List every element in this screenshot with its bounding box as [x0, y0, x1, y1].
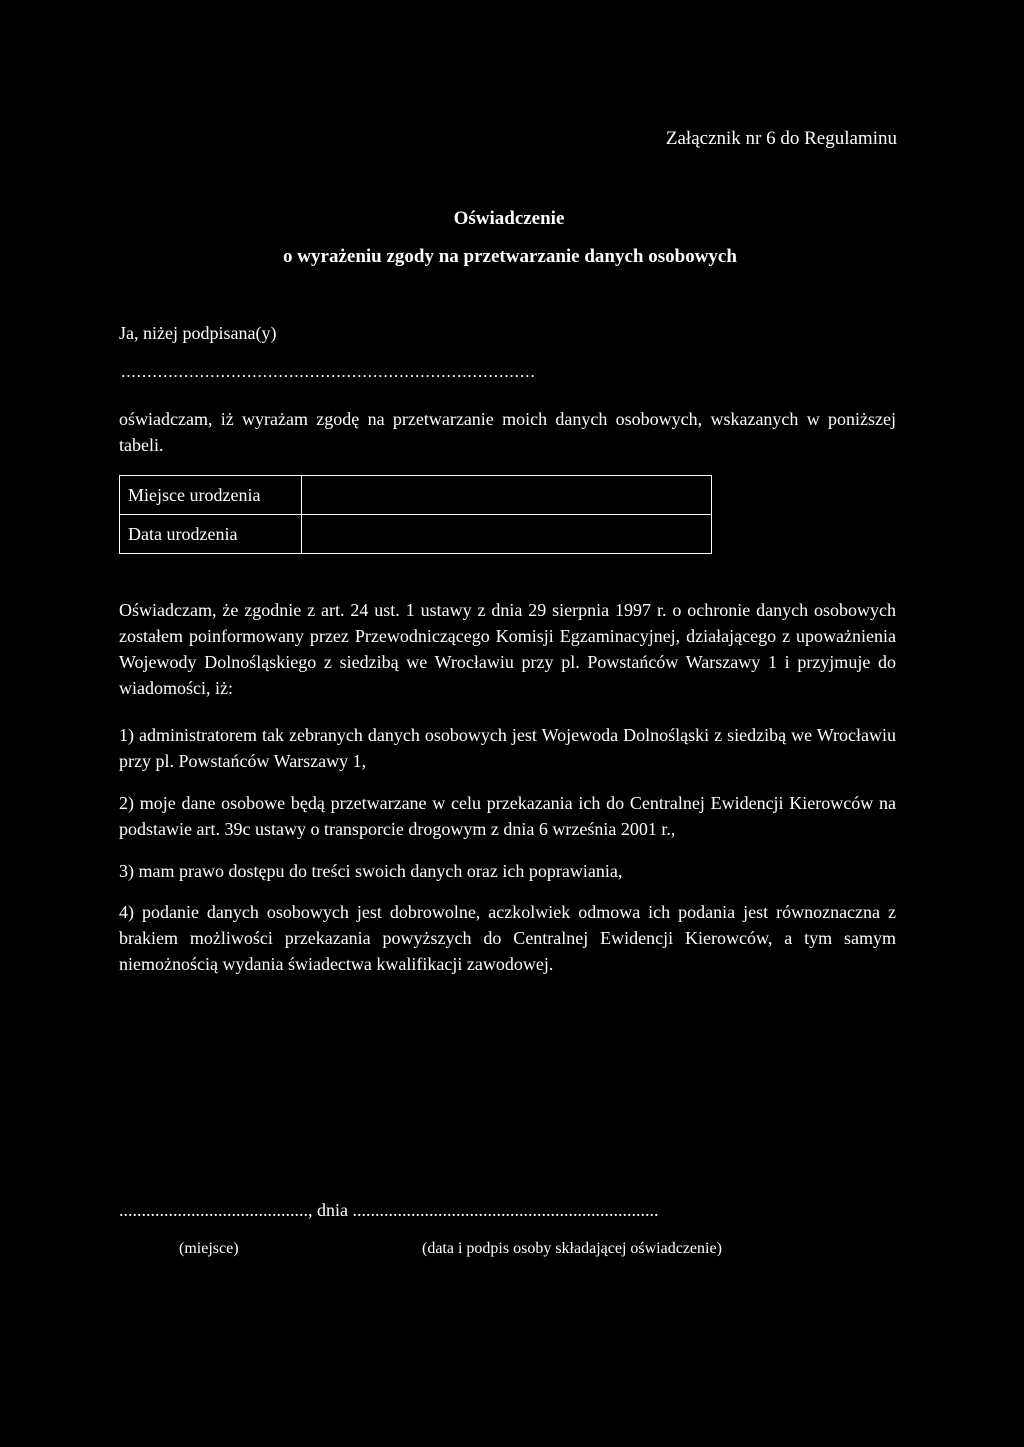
- name-blank-field: ...............................................................................: [121, 362, 536, 381]
- personal-data-table: [119, 475, 712, 554]
- point-3: 3) mam prawo dostępu do treści swoich danych oraz ich poprawiania,: [119, 861, 623, 881]
- birthdate-value-cell: [302, 515, 712, 554]
- statement-paragraph: Oświadczam, że zgodnie z art. 24 ust. 1 ustawy z dnia 29 sierpnia 1997 r. o ochronie danych osobowych zostałem poinformowany przez Przewodniczącego Komisji Egzaminacyjnej, działającego z upoważnienia Wojewody Dolnośląskiego z siedzibą we Wrocławiu przy pl. Powstańców Warszawy 1 i przyjmuje do wiadomości, iż:: [119, 600, 896, 698]
- signed-label: Ja, niżej podpisana(y): [119, 323, 277, 343]
- document-subtitle: o wyrażeniu zgody na przetwarzanie danych osobowych: [283, 246, 737, 267]
- point-2: 2) moje dane osobowe będą przetwarzane w celu przekazania ich do Centralnej Ewidencji Kierowców na podstawie art. 39c ustawy o transporcie drogowym z dnia 6 września 2001 r.,: [119, 793, 896, 839]
- table-row: [120, 476, 712, 515]
- point-4: 4) podanie danych osobowych jest dobrowolne, aczkolwiek odmowa ich podania jest równoznaczna z brakiem możliwości przekazania powyższych do Centralnej Ewidencji Kierowców, a tym samym niemożnością wydania świadectwa kwalifikacji zawodowej.: [119, 902, 896, 974]
- annex-label: Załącznik nr 6 do Regulaminu: [665, 128, 897, 149]
- birthplace-value-cell: [302, 476, 712, 515]
- birthplace-label: Miejsce urodzenia: [120, 476, 302, 515]
- birthdate-label: Data urodzenia: [120, 515, 302, 554]
- place-caption: (miejsce): [179, 1240, 239, 1257]
- date-signature-caption: (data i podpis osoby składającej oświadczenie): [422, 1240, 722, 1257]
- point-1: 1) administratorem tak zebranych danych osobowych jest Wojewoda Dolnośląski z siedzibą we Wrocławiu przy pl. Powstańców Warszawy 1,: [119, 725, 896, 771]
- consent-paragraph: oświadczam, iż wyrażam zgodę na przetwarzanie moich danych osobowych, wskazanych w poniższej tabeli.: [119, 409, 896, 455]
- date-blank-field: ....................................................................: [352, 1200, 659, 1220]
- signature-line: [119, 1200, 864, 1221]
- document-title: Oświadczenie: [453, 208, 565, 229]
- place-blank-field: ..........................................: [119, 1200, 308, 1220]
- table-row: [120, 515, 712, 554]
- date-word: , dnia: [308, 1200, 353, 1220]
